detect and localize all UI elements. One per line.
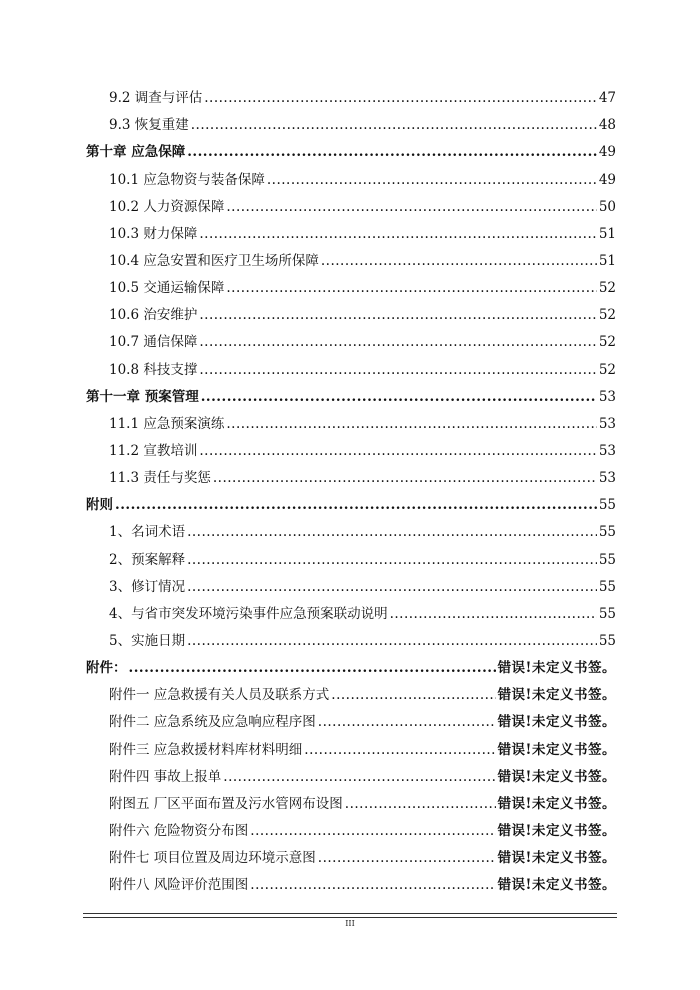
toc-leader-dots — [199, 333, 596, 351]
footer-rule-bottom — [83, 917, 617, 918]
toc-leader-dots — [213, 469, 597, 487]
toc-entry-label: 1、名词术语 — [109, 524, 186, 541]
toc-leader-dots — [191, 116, 597, 134]
toc-entry[interactable] — [86, 677, 616, 704]
toc-entry-label: 11.3 责任与奖惩 — [109, 470, 211, 487]
toc-entry-page: 52 — [598, 280, 616, 297]
toc-entry-label: 9.3 恢复重建 — [109, 117, 189, 134]
toc-entry-page: 49 — [598, 144, 616, 161]
toc-entry-page: 47 — [598, 90, 616, 107]
page-number: III — [345, 919, 355, 928]
toc-entry[interactable] — [86, 297, 616, 324]
footer-rule-top — [83, 913, 617, 914]
toc-entry-page: 48 — [598, 117, 616, 134]
toc-leader-dots — [223, 768, 495, 786]
toc-entry[interactable] — [86, 867, 616, 894]
toc-entry-label: 11.2 宣教培训 — [109, 442, 198, 459]
toc-entry[interactable] — [86, 324, 616, 351]
toc-entry-page: 错误!未定义书签。 — [497, 714, 616, 731]
toc-entry[interactable] — [86, 541, 616, 568]
toc-entry-label: 10.1 应急物资与装备保障 — [109, 171, 265, 188]
toc-entry-page: 55 — [598, 551, 616, 568]
toc-entry[interactable] — [86, 379, 616, 406]
toc-leader-dots — [187, 143, 597, 161]
toc-entry-label: 附件一 应急救援有关人员及联系方式 — [109, 687, 330, 704]
toc-leader-dots — [226, 279, 596, 297]
toc-leader-dots — [226, 198, 596, 216]
toc-entry-label: 2、预案解释 — [109, 551, 186, 568]
toc-entry-page: 55 — [598, 632, 616, 649]
toc-entry[interactable] — [86, 786, 616, 813]
toc-leader-dots — [199, 225, 596, 243]
toc-entry-page: 53 — [598, 442, 616, 459]
toc-entry[interactable] — [86, 189, 616, 216]
toc-entry-page: 55 — [598, 524, 616, 541]
toc-entry-page: 错误!未定义书签。 — [497, 795, 616, 812]
toc-entry-page: 错误!未定义书签。 — [497, 687, 616, 704]
table-of-contents — [86, 80, 616, 894]
toc-leader-dots — [304, 741, 495, 759]
toc-leader-dots — [321, 252, 597, 270]
toc-entry[interactable] — [86, 704, 616, 731]
toc-entry-page: 51 — [598, 225, 616, 242]
toc-entry-page: 错误!未定义书签。 — [497, 877, 616, 894]
toc-entry-label: 10.7 通信保障 — [109, 334, 198, 351]
toc-entry[interactable] — [86, 351, 616, 378]
toc-leader-dots — [199, 306, 596, 324]
toc-entry-page: 错误!未定义书签。 — [497, 822, 616, 839]
toc-entry-label: 10.5 交通运输保障 — [109, 280, 225, 297]
toc-entry[interactable] — [86, 623, 616, 650]
toc-leader-dots — [267, 171, 597, 189]
toc-entry-page: 错误!未定义书签。 — [497, 850, 616, 867]
toc-entry-label: 附件三 应急救援材料库材料明细 — [109, 741, 303, 758]
toc-entry-page: 错误!未定义书签。 — [497, 660, 616, 677]
toc-entry-page: 55 — [598, 497, 616, 514]
toc-entry-label: 附图五 厂区平面布置及污水管网布设图 — [109, 795, 343, 812]
toc-leader-dots — [318, 713, 496, 731]
toc-entry[interactable] — [86, 487, 616, 514]
toc-entry-label: 10.2 人力资源保障 — [109, 198, 225, 215]
toc-entry-page: 51 — [598, 252, 616, 269]
toc-leader-dots — [226, 415, 596, 433]
toc-leader-dots — [204, 89, 597, 107]
toc-entry-page: 错误!未定义书签。 — [497, 768, 616, 785]
toc-entry-page: 55 — [598, 605, 616, 622]
toc-entry-label: 附件六 危险物资分布图 — [109, 822, 249, 839]
toc-leader-dots — [187, 632, 597, 650]
toc-entry-page: 55 — [598, 578, 616, 595]
toc-entry-page: 50 — [598, 198, 616, 215]
toc-entry-page: 52 — [598, 361, 616, 378]
toc-entry[interactable] — [86, 596, 616, 623]
toc-entry[interactable] — [86, 243, 616, 270]
toc-leader-dots — [201, 388, 597, 406]
toc-entry[interactable] — [86, 460, 616, 487]
toc-entry[interactable] — [86, 759, 616, 786]
toc-leader-dots — [199, 442, 596, 460]
toc-entry[interactable] — [86, 514, 616, 541]
toc-entry[interactable] — [86, 80, 616, 107]
toc-entry-label: 附件七 项目位置及周边环境示意图 — [109, 850, 316, 867]
toc-entry-label: 10.3 财力保障 — [109, 225, 198, 242]
toc-entry-label: 第十一章 预案管理 — [86, 388, 199, 405]
toc-leader-dots — [390, 605, 597, 623]
toc-leader-dots — [115, 496, 597, 514]
toc-entry[interactable] — [86, 270, 616, 297]
toc-leader-dots — [187, 578, 597, 596]
toc-leader-dots — [187, 551, 597, 569]
toc-entry-page: 53 — [598, 415, 616, 432]
toc-entry[interactable] — [86, 840, 616, 867]
toc-entry[interactable] — [86, 433, 616, 460]
toc-entry-label: 4、与省市突发环境污染事件应急预案联动说明 — [109, 605, 388, 622]
toc-leader-dots — [345, 795, 496, 813]
toc-leader-dots — [250, 876, 495, 894]
toc-entry-page: 49 — [598, 171, 616, 188]
toc-entry-label: 附件二 应急系统及应急响应程序图 — [109, 714, 316, 731]
toc-leader-dots — [318, 849, 496, 867]
toc-entry[interactable] — [86, 731, 616, 758]
toc-entry[interactable] — [86, 406, 616, 433]
toc-leader-dots — [250, 822, 495, 840]
toc-entry-label: 第十章 应急保障 — [86, 144, 186, 161]
toc-entry[interactable] — [86, 134, 616, 161]
toc-entry[interactable] — [86, 569, 616, 596]
toc-leader-dots — [129, 659, 496, 677]
toc-entry[interactable] — [86, 161, 616, 188]
toc-entry-label: 5、实施日期 — [109, 632, 186, 649]
toc-entry-label: 附则 — [86, 497, 113, 514]
toc-entry-label: 10.8 科技支撑 — [109, 361, 198, 378]
toc-entry[interactable] — [86, 216, 616, 243]
toc-entry-page: 52 — [598, 307, 616, 324]
toc-entry-label: 9.2 调查与评估 — [109, 90, 203, 107]
toc-entry[interactable] — [86, 813, 616, 840]
toc-entry-label: 11.1 应急预案演练 — [109, 415, 225, 432]
toc-entry-label: 3、修订情况 — [109, 578, 186, 595]
toc-entry-label: 10.6 治安维护 — [109, 307, 198, 324]
toc-entry-label: 附件： — [86, 660, 127, 677]
toc-entry-page: 52 — [598, 334, 616, 351]
toc-entry-label: 附件八 风险评价范围图 — [109, 877, 249, 894]
toc-entry-page: 53 — [598, 470, 616, 487]
toc-leader-dots — [199, 361, 596, 379]
toc-entry-page: 错误!未定义书签。 — [497, 741, 616, 758]
toc-entry-page: 53 — [598, 388, 616, 405]
toc-leader-dots — [187, 523, 597, 541]
toc-entry-label: 附件四 事故上报单 — [109, 768, 222, 785]
toc-leader-dots — [331, 686, 495, 704]
toc-entry[interactable] — [86, 650, 616, 677]
toc-entry[interactable] — [86, 107, 616, 134]
toc-entry-label: 10.4 应急安置和医疗卫生场所保障 — [109, 252, 319, 269]
